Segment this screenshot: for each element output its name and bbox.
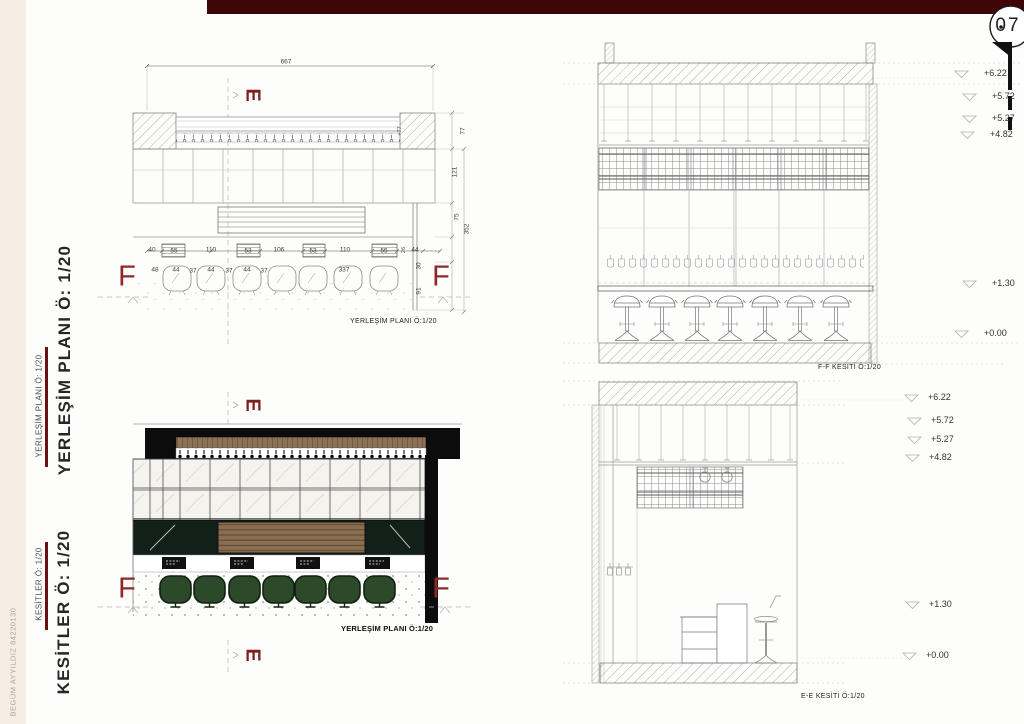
dim-chain: 55 bbox=[170, 247, 178, 255]
cabinet bbox=[680, 604, 747, 663]
dim-stool: 44 bbox=[207, 266, 215, 274]
dim-side: 30 bbox=[415, 262, 423, 270]
dim-chain: 53 bbox=[309, 247, 317, 255]
author-credit: BEGÜM AYYILDIZ 84220130 bbox=[8, 607, 18, 717]
dim-side: 91 bbox=[415, 287, 423, 295]
level-label: +6.22 bbox=[984, 68, 1007, 78]
dim-chain: 55 bbox=[380, 247, 388, 255]
section-ff-drawing bbox=[563, 43, 1020, 364]
dim-side-wall: 77 bbox=[459, 127, 467, 135]
level-triangle-icon bbox=[963, 94, 976, 101]
level-triangle-icon bbox=[963, 281, 976, 288]
bar-stool-icon bbox=[750, 296, 781, 341]
level-label: +1.30 bbox=[992, 278, 1015, 288]
bar-stool-icon bbox=[612, 296, 643, 341]
section-marker-e: E bbox=[241, 398, 264, 412]
level-triangle-icon bbox=[963, 116, 976, 123]
plan-colored-caption: YERLEŞİM PLANI Ö:1/20 bbox=[341, 624, 434, 633]
page-number: 07 bbox=[995, 15, 1021, 36]
green-stool-icon bbox=[295, 576, 326, 607]
level-triangle-icon bbox=[905, 395, 918, 402]
level-label: +6.22 bbox=[928, 392, 951, 402]
dim-stool: 44 bbox=[243, 266, 251, 274]
dim-side-total: 352 bbox=[463, 223, 471, 235]
bar-stool-icon bbox=[785, 296, 816, 341]
green-stool-icon bbox=[194, 576, 225, 607]
section-ee-caption: E-E KESİTİ Ö:1/20 bbox=[801, 693, 865, 700]
sidebar-sections-title: KESİTLER Ö: 1/20 bbox=[54, 529, 73, 695]
dim-chain: 110 bbox=[339, 246, 351, 254]
section-marker-f: F bbox=[118, 260, 136, 293]
level-triangle-icon bbox=[908, 418, 921, 425]
level-label: +0.00 bbox=[984, 328, 1007, 338]
level-label: +5.72 bbox=[992, 91, 1015, 101]
level-label: +0.00 bbox=[926, 650, 949, 660]
dim-stool: 37 bbox=[225, 267, 233, 275]
plan-top-drawing bbox=[98, 64, 470, 345]
level-triangle-icon bbox=[961, 132, 974, 139]
sidebar-plan-title: YERLEŞİM PLANI Ö: 1/20 bbox=[55, 244, 74, 476]
level-triangle-icon bbox=[955, 331, 968, 338]
bar-stool-icon bbox=[715, 296, 746, 341]
sidebar-plan-underline bbox=[45, 347, 48, 467]
green-stool-icon bbox=[160, 576, 191, 607]
dim-stool: 37 bbox=[260, 267, 268, 275]
dim-chain: 53 bbox=[244, 247, 252, 255]
level-triangle-icon bbox=[903, 653, 916, 660]
bar-stool-icon bbox=[682, 296, 713, 341]
level-label: +4.82 bbox=[990, 129, 1013, 139]
level-label: +5.27 bbox=[931, 434, 954, 444]
green-stool-icon bbox=[364, 576, 395, 607]
section-marker-f: F bbox=[432, 572, 450, 605]
level-label: +4.82 bbox=[929, 452, 952, 462]
dim-stool: 337 bbox=[338, 266, 350, 274]
section-marker-f: F bbox=[432, 260, 450, 293]
level-triangle-icon bbox=[906, 455, 919, 462]
section-marker-e: E bbox=[241, 88, 264, 102]
level-triangle-icon bbox=[955, 71, 968, 78]
level-triangle-icon bbox=[908, 437, 921, 444]
dim-stool: 44 bbox=[172, 266, 180, 274]
stool-side-icon bbox=[755, 596, 782, 663]
small-glasses-icon bbox=[607, 563, 633, 575]
section-marker-e: E bbox=[241, 648, 264, 662]
sidebar-plan-subtitle: YERLEŞİM PLANI Ö: 1/20 bbox=[34, 354, 44, 458]
dim-side: 121 bbox=[451, 166, 459, 178]
dim-stool: 37 bbox=[189, 267, 197, 275]
dim-total-width: 667 bbox=[280, 58, 292, 66]
green-stool-icon bbox=[263, 576, 294, 607]
level-label: +5.27 bbox=[992, 113, 1015, 123]
level-label: +5.72 bbox=[931, 415, 954, 425]
dim-side-plus: +77 bbox=[397, 126, 403, 136]
level-label: +1.30 bbox=[929, 599, 952, 609]
bar-stool-icon bbox=[821, 296, 852, 341]
green-stool-icon bbox=[329, 576, 360, 607]
dim-side: 75 bbox=[453, 213, 461, 221]
dim-chain: 110 bbox=[205, 246, 217, 254]
dim-chain: 26 bbox=[401, 246, 407, 254]
dim-chain: 44 bbox=[411, 246, 419, 254]
dim-chain: 106 bbox=[273, 246, 285, 254]
section-marker-f: F bbox=[118, 572, 136, 605]
plan-top-caption: YERLEŞİM PLANI Ö:1/20 bbox=[350, 318, 437, 325]
section-ff-caption: F-F KESİTİ Ö:1/20 bbox=[818, 364, 882, 371]
sidebar-sections-underline bbox=[45, 542, 48, 630]
dim-stool: 48 bbox=[151, 266, 159, 274]
level-triangle-icon bbox=[906, 602, 919, 609]
dim-chain: 40 bbox=[148, 246, 156, 254]
sidebar-sections-subtitle: KESİTLER Ö: 1/20 bbox=[34, 547, 44, 621]
section-ee-drawing bbox=[563, 381, 921, 683]
green-stool-icon bbox=[229, 576, 260, 607]
bar-stool-icon bbox=[647, 296, 678, 341]
